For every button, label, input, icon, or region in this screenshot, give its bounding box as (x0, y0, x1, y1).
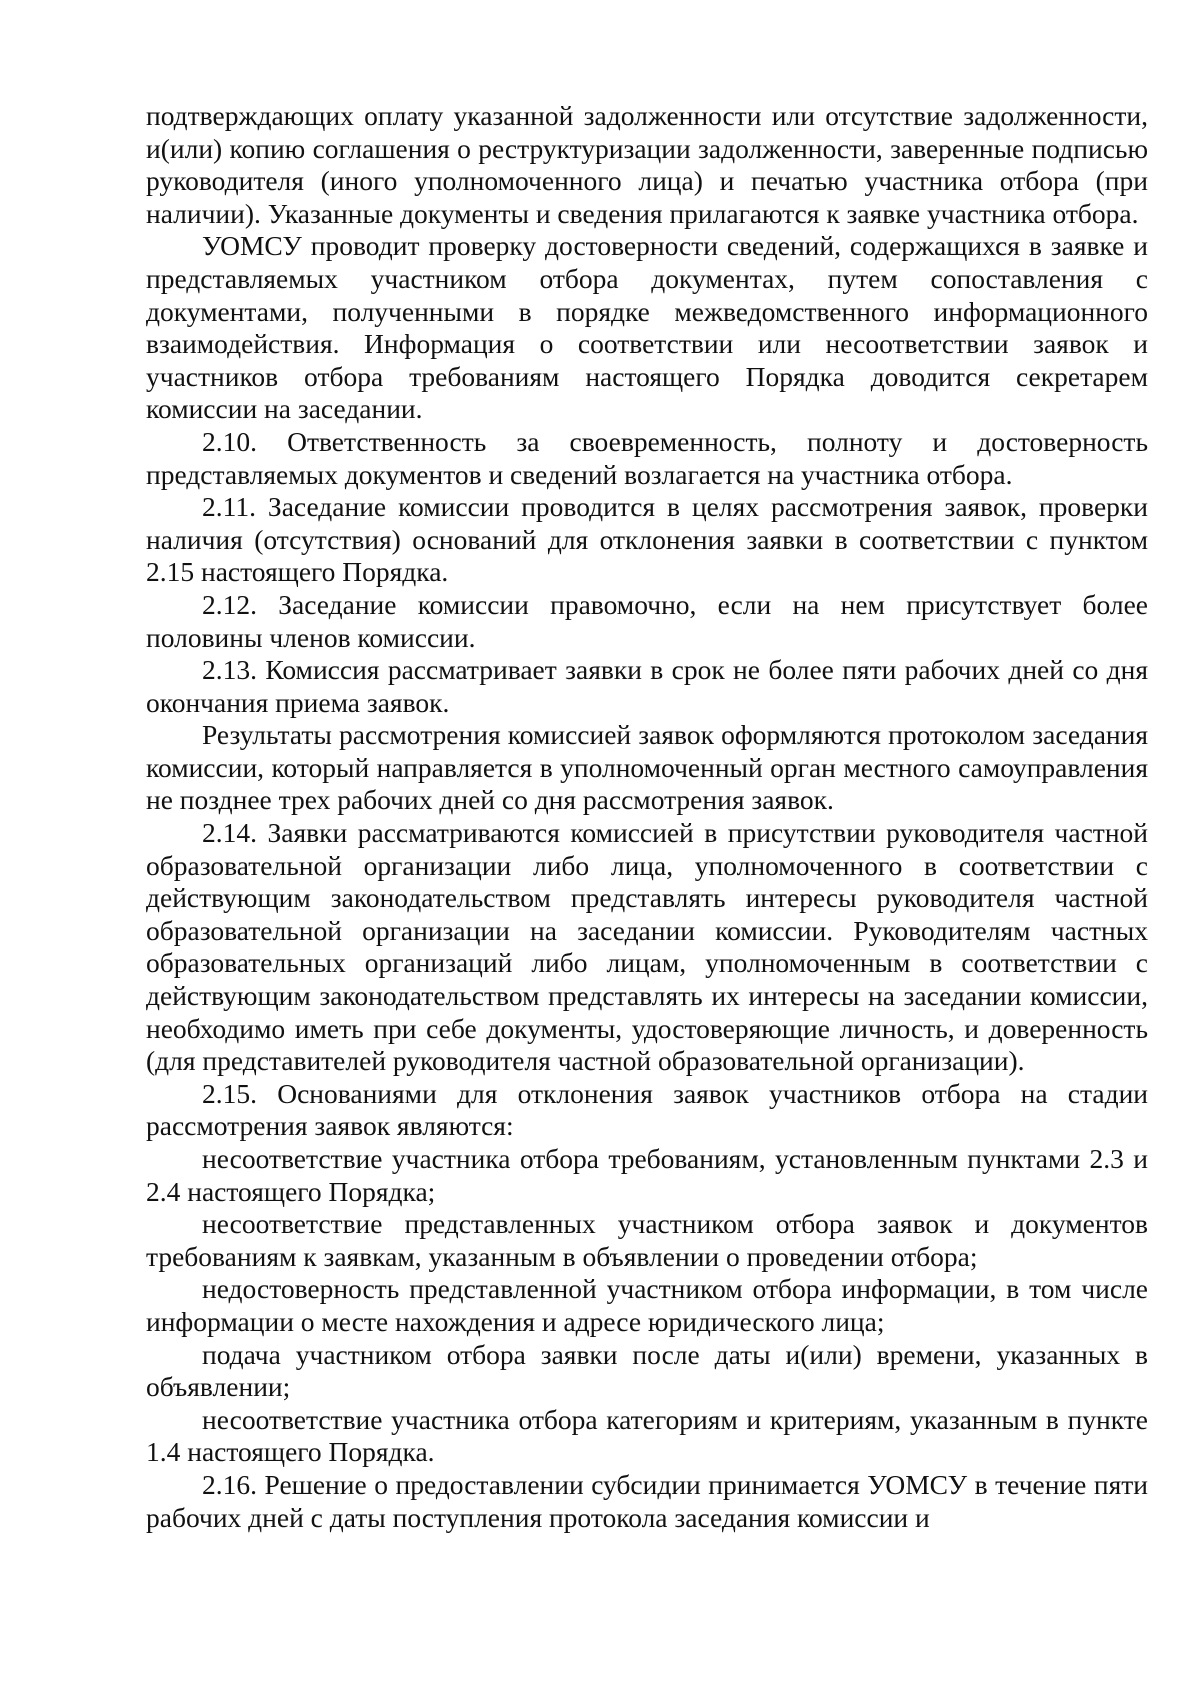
paragraph-continuation: подтверждающих оплату указанной задолженности или отсутствие задолженности, и(или) копию соглашения о реструктуризации задолженности, заверенные подписью руководителя (иного уполномоченного лица) и печатью участника отбора (при наличии). Указанные документы и сведения прилагаются к заявке участника отбора. (146, 100, 1148, 229)
paragraph-2-11: 2.11. Заседание комиссии проводится в целях рассмотрения заявок, проверки наличия (отсутствия) оснований для отклонения заявки в соответствии с пунктом 2.15 настоящего Порядка. (146, 491, 1148, 588)
list-item-documents: несоответствие представленных участником отбора заявок и документов требованиям к заявкам, указанным в объявлении о проведении отбора; (146, 1208, 1148, 1272)
paragraph-results: Результаты рассмотрения комиссией заявок оформляются протоколом заседания комиссии, который направляется в уполномоченный орган местного самоуправления не позднее трех рабочих дней со дня рассмотрения заявок. (146, 719, 1148, 816)
paragraph-2-14: 2.14. Заявки рассматриваются комиссией в присутствии руководителя частной образовательной организации либо лица, уполномоченного в соответствии с действующим законодательством представлять интересы руководителя частной образовательной организации на заседании комиссии. Руководителям частных образовательных организаций либо лицам, уполномоченным в соответствии с действующим законодательством представлять их интересы на заседании комиссии, необходимо иметь при себе документы, удостоверяющие личность, и доверенность (для представителей руководителя частной образовательной организации). (146, 817, 1148, 1077)
paragraph-2-16: 2.16. Решение о предоставлении субсидии принимается УОМСУ в течение пяти рабочих дней с даты поступления протокола заседания комиссии и (146, 1468, 1148, 1533)
list-item-late-submission: подача участником отбора заявки после даты и(или) времени, указанных в объявлении; (146, 1338, 1148, 1403)
paragraph-2-15: 2.15. Основаниями для отклонения заявок участников отбора на стадии рассмотрения заявок являются: (146, 1077, 1148, 1142)
paragraph-2-12: 2.12. Заседание комиссии правомочно, если на нем присутствует более половины членов комиссии. (146, 588, 1148, 653)
list-item-requirements: несоответствие участника отбора требованиям, установленным пунктами 2.3 и 2.4 настоящего Порядка; (146, 1143, 1148, 1207)
paragraph-verification: УОМСУ проводит проверку достоверности сведений, содержащихся в заявке и представляемых участником отбора документах, путем сопоставления с документами, полученными в порядке межведомственного информационного взаимодействия. Информация о соответствии или несоответствии заявок и участников отбора требованиям настоящего Порядка доводится секретарем комиссии на заседании. (146, 230, 1148, 425)
list-item-categories: несоответствие участника отбора категориям и критериям, указанным в пункте 1.4 настоящего Порядка. (146, 1403, 1148, 1468)
list-item-unreliable-info: недостоверность представленной участником отбора информации, в том числе информации о месте нахождения и адресе юридического лица; (146, 1273, 1148, 1337)
paragraph-2-13: 2.13. Комиссия рассматривает заявки в срок не более пяти рабочих дней со дня окончания приема заявок. (146, 654, 1148, 718)
document-page (146, 100, 1148, 1534)
paragraph-2-10: 2.10. Ответственность за своевременность, полноту и достоверность представляемых документов и сведений возлагается на участника отбора. (146, 425, 1148, 490)
